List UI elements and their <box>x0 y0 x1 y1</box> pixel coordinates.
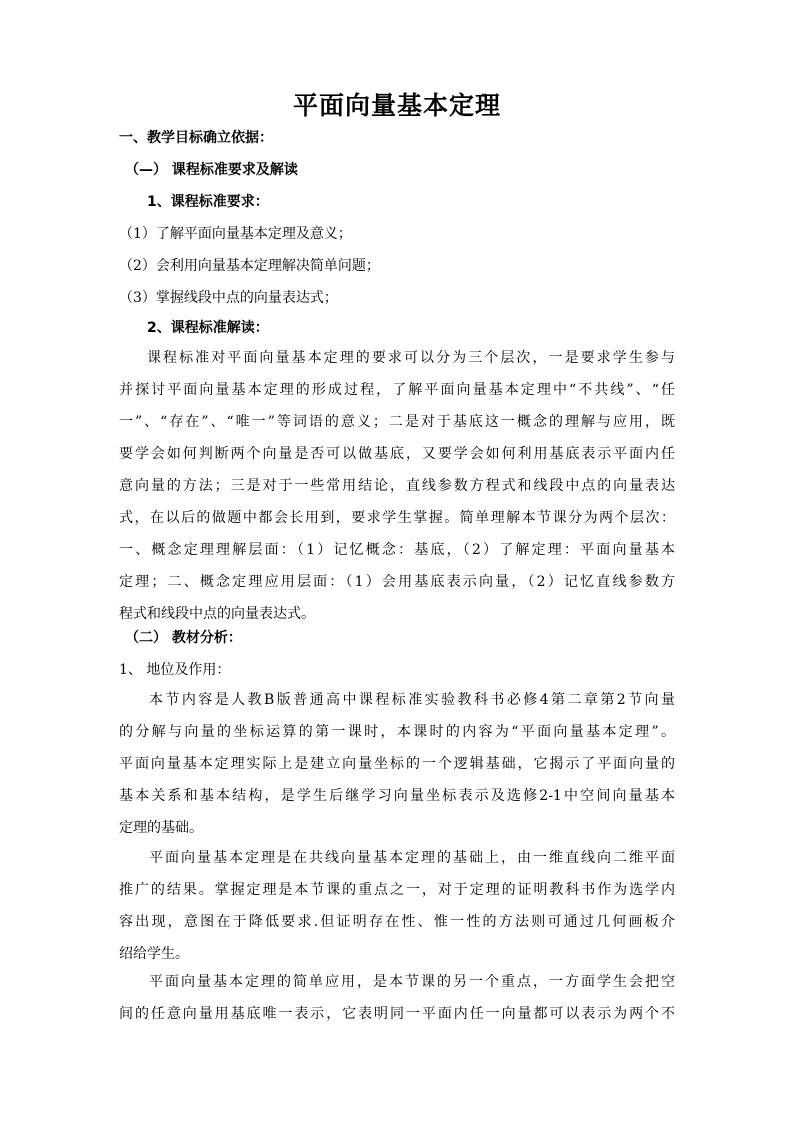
paragraph-line: 一、概念定理理解层面：（1）记忆概念：基底，（2）了解定理：平面向量基本 <box>119 542 675 558</box>
paragraph-line: 本节内容是人教B版普通高中课程标准实验教科书必修4第二章第2节向量 <box>149 692 675 708</box>
heading-curriculum-standards: （—） 课程标准要求及解读 <box>125 162 298 178</box>
paragraph-line: 并探讨平面向量基本定理的形成过程，了解平面向量基本定理中“不共线”、“任 <box>119 382 675 398</box>
heading-teaching-objectives: 一、教学目标确立依据： <box>119 130 273 146</box>
paragraph-line: 平面向量基本定理实际上是建立向量坐标的一个逻辑基础，它揭示了平面向量的 <box>119 756 675 772</box>
paragraph-line: 推广的结果。掌握定理是本节课的重点之一，对于定理的证明教科书作为选学内 <box>119 882 675 898</box>
paragraph-line: 要学会如何判断两个向量是否可以做基底，又要学会如何利用基底表示平面内任 <box>119 446 675 462</box>
heading-standard-interpretation: 2、课程标准解读： <box>147 320 269 336</box>
paragraph-line: 意向量的方法；三是对于一些常用结论，直线参数方程式和线段中点的向量表达 <box>119 478 675 494</box>
paragraph-line: 的分解与向量的坐标运算的第一课时，本课时的内容为“平面向量基本定理”。 <box>119 724 675 740</box>
requirement-item-1: （1）了解平面向量基本定理及意义； <box>119 226 352 242</box>
paragraph-line: 容出现，意图在于降低要求.但证明存在性、惟一性的方法则可通过几何画板介 <box>119 914 675 930</box>
document-title: 平面向量基本定理 <box>292 91 501 120</box>
paragraph-line: 程式和线段中点的向量表达式。 <box>119 606 315 622</box>
extension-paragraph <box>119 842 675 970</box>
paragraph-line: 式，在以后的做题中都会长用到，要求学生掌握。简单理解本节课分为两个层次： <box>119 510 675 526</box>
requirement-item-3: （3）掌握线段中点的向量表达式； <box>119 290 338 306</box>
paragraph-line: 课程标准对平面向量基本定理的要求可以分为三个层次，一是要求学生参与 <box>147 350 675 366</box>
paragraph-line: 平面向量基本定理是在共线向量基本定理的基础上，由一维直线向二维平面 <box>149 850 675 866</box>
paragraph-line: 平面向量基本定理的简单应用，是本节课的另一个重点，一方面学生会把空 <box>149 974 675 990</box>
paragraph-line: 绍给学生。 <box>119 946 189 962</box>
paragraph-line: 基本关系和基本结构，是学生后继学习向量坐标表示及选修2-1中空间向量基本 <box>119 788 675 804</box>
position-paragraph <box>119 684 675 844</box>
heading-standard-requirements: 1、课程标准要求： <box>147 194 269 210</box>
paragraph-line: 间的任意向量用基底唯一表示，它表明同一平面内任一向量都可以表示为两个不 <box>119 1006 675 1022</box>
paragraph-line: 定理的基础。 <box>119 820 203 836</box>
heading-textbook-analysis: （二） 教材分析： <box>125 630 242 646</box>
paragraph-line: 定理；二、概念定理应用层面：（1）会用基底表示向量，（2）记忆直线参数方 <box>119 574 675 590</box>
application-paragraph <box>119 966 675 1030</box>
heading-position-and-role: 1、 地位及作用： <box>119 662 231 678</box>
paragraph-line: 一”、“存在”、“唯一”等词语的意义；二是对于基底这一概念的理解与应用，既 <box>119 414 675 430</box>
requirement-item-2: （2）会利用向量基本定理解决简单问题； <box>119 258 380 274</box>
interpretation-paragraph <box>119 342 675 630</box>
